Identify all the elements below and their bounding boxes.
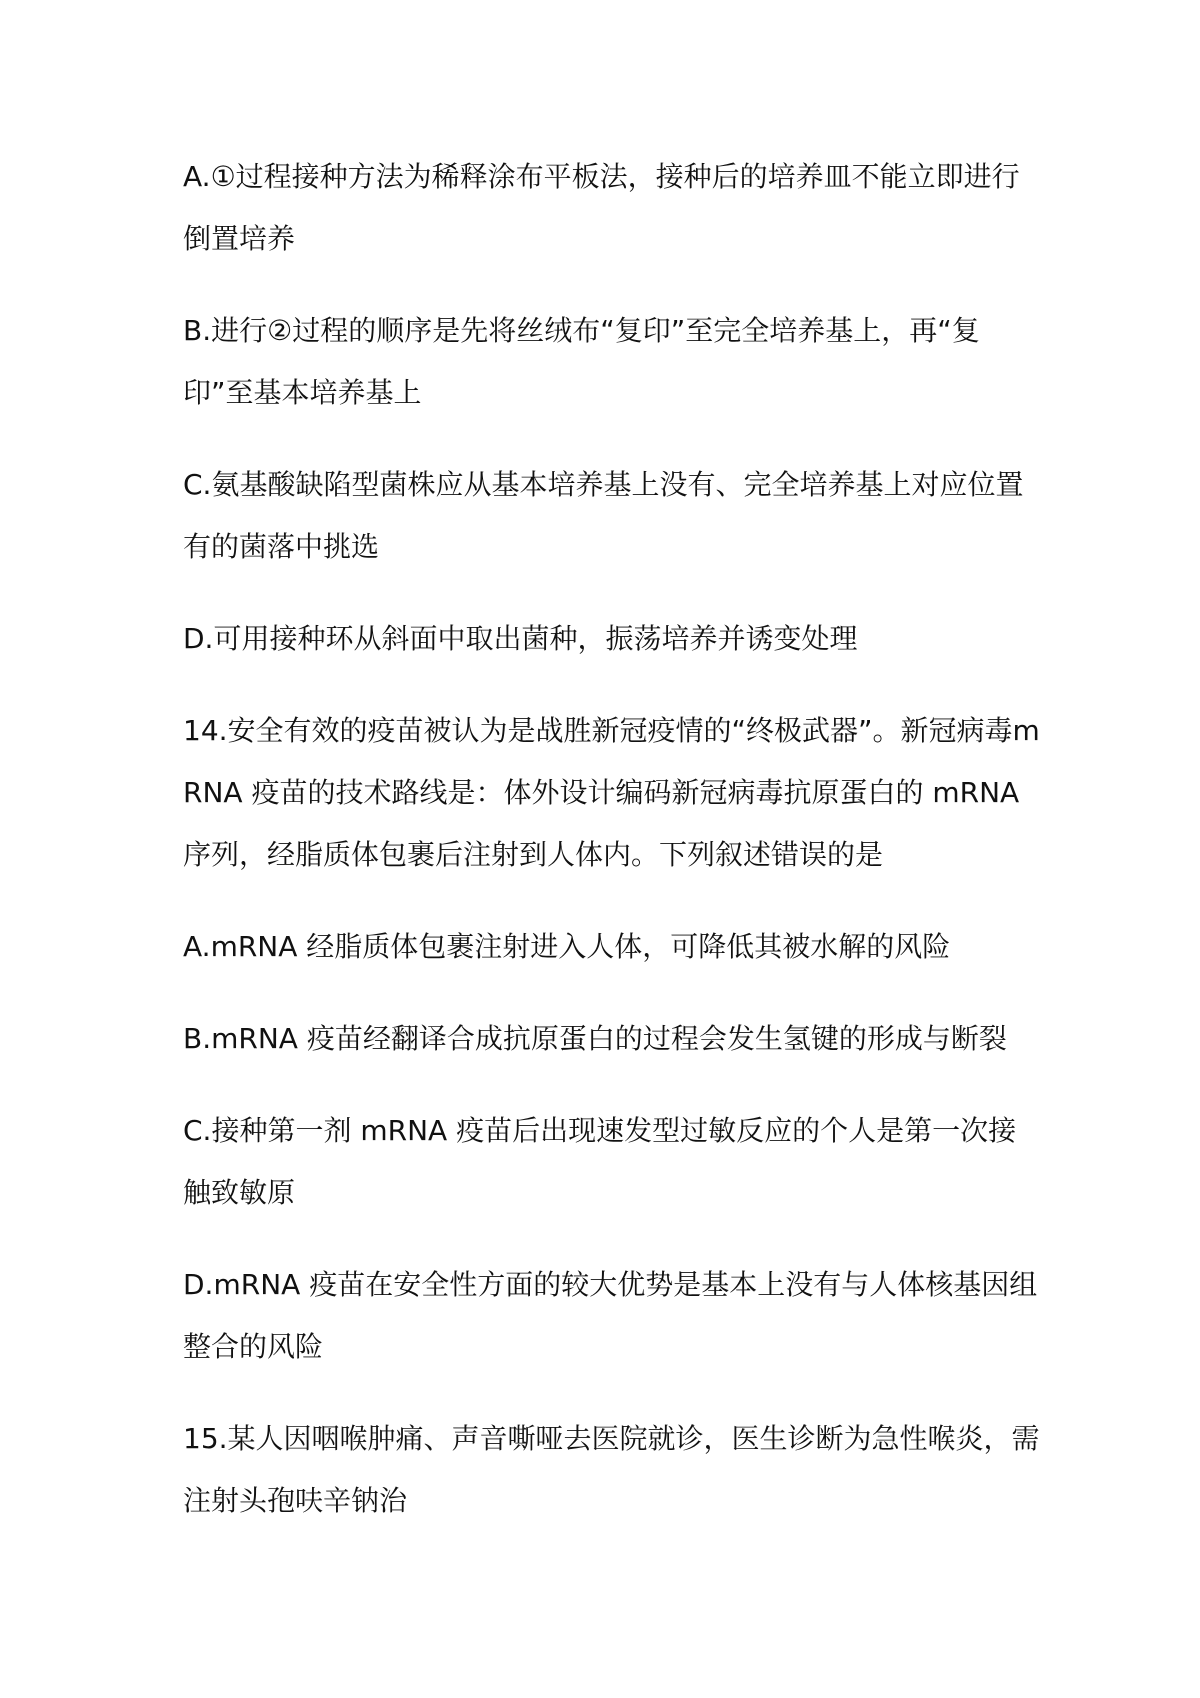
document-body bbox=[183, 146, 1043, 1562]
q14-option-a: A.mRNA 经脂质体包裹注射进入人体，可降低其被水解的风险 bbox=[183, 930, 951, 963]
q13-option-c: C.氨基酸缺陷型菌株应从基本培养基上没有、完全培养基上对应位置有的菌落中挑选 bbox=[183, 468, 1024, 563]
q14-stem: 14.安全有效的疫苗被认为是战胜新冠疫情的“终极武器”。新冠病毒mRNA 疫苗的技术路线是：体外设计编码新冠病毒抗原蛋白的 mRNA序列，经脂质体包裹后注射到人体内。下列叙述错误的是 bbox=[183, 714, 1040, 871]
q13-option-b: B.进行②过程的顺序是先将丝绒布“复印”至完全培养基上，再“复印”至基本培养基上 bbox=[183, 314, 980, 409]
q13-option-d: D.可用接种环从斜面中取出菌种，振荡培养并诱变处理 bbox=[183, 622, 858, 655]
q14-option-d: D.mRNA 疫苗在安全性方面的较大优势是基本上没有与人体核基因组整合的风险 bbox=[183, 1268, 1038, 1363]
q14-option-b: B.mRNA 疫苗经翻译合成抗原蛋白的过程会发生氢键的形成与断裂 bbox=[183, 1022, 1007, 1055]
q14-option-c: C.接种第一剂 mRNA 疫苗后出现速发型过敏反应的个人是第一次接触致敏原 bbox=[183, 1114, 1017, 1209]
q13-option-a: A.①过程接种方法为稀释涂布平板法，接种后的培养皿不能立即进行倒置培养 bbox=[183, 160, 1020, 255]
q15-stem: 15.某人因咽喉肿痛、声音嘶哑去医院就诊，医生诊断为急性喉炎，需注射头孢呋辛钠治 bbox=[183, 1422, 1040, 1517]
